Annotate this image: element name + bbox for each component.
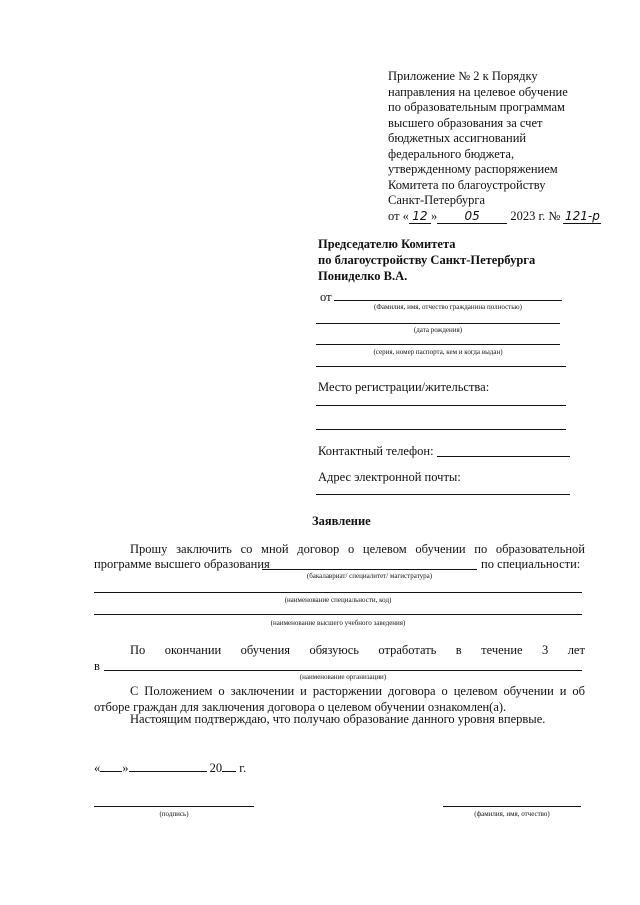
addressee-line: Председателю Комитета: [318, 237, 456, 251]
birth-date-caption: (дата рождения): [413, 326, 463, 334]
appendix-line: Комитета по благоустройству: [388, 177, 546, 192]
sign-year-field[interactable]: [222, 771, 236, 772]
addressee-line: Пониделко В.А.: [318, 269, 408, 283]
statement-program-label: программе высшего образования: [94, 557, 270, 571]
statement-line-1: Прошу заключить со мной договор о целевом обучении по образовательной: [130, 542, 585, 556]
date-close-quote: »: [122, 761, 129, 775]
date-prefix: от «: [388, 208, 409, 223]
specialty-caption: (наименование специальности, код): [284, 596, 392, 604]
year-suffix: г.: [239, 761, 247, 775]
university-caption: (наименование высшего учебного заведения): [270, 619, 406, 627]
confirmation-text: Настоящим подтверждаю, что получаю образование данного уровня впервые.: [130, 712, 546, 726]
obligation-word: 3: [542, 643, 549, 657]
date-open-quote: «: [94, 761, 101, 775]
regulation-paragraph: С Положением о заключении и расторжении договора о целевом обучении и об отборе граждан для заключения договора о целевом обучении ознакомлен(а).: [94, 684, 585, 714]
obligation-word: течение: [481, 643, 523, 657]
education-level-field[interactable]: [262, 569, 477, 570]
obligation-word: лет: [567, 643, 585, 657]
phone-label: Контактный телефон:: [318, 444, 434, 458]
full-name-caption: (фамилия, имя, отчество): [474, 810, 550, 818]
obligation-word: обязуюсь: [309, 643, 359, 657]
appendix-line: по образовательным программам: [388, 100, 565, 114]
passport-field-2[interactable]: [316, 366, 566, 367]
registration-field[interactable]: [316, 405, 566, 406]
appendix-block: [388, 69, 608, 224]
signature-date: [94, 761, 246, 776]
appendix-line: направления на целевое обучение: [388, 84, 568, 99]
appendix-year-number-label: 2023 г. №: [510, 208, 561, 223]
university-field[interactable]: [94, 614, 582, 615]
addressee-block: [318, 236, 535, 284]
appendix-month: 05: [437, 210, 507, 224]
year-prefix: 20: [209, 761, 223, 775]
appendix-line: высшего образования за счет: [388, 115, 543, 130]
appendix-line: Приложение № 2 к Порядку: [388, 69, 538, 83]
obligation-word: отработать: [378, 643, 437, 657]
from-label: от: [320, 290, 332, 304]
addressee-line: по благоустройству Санкт-Петербурга: [318, 253, 536, 267]
email-label: Адрес электронной почты:: [318, 470, 461, 484]
email-field[interactable]: [316, 494, 570, 495]
appendix-date-line: [388, 209, 608, 225]
passport-field[interactable]: [316, 344, 560, 345]
appendix-line: утвержденному распоряжением: [388, 162, 558, 176]
birth-date-field[interactable]: [316, 323, 560, 324]
in-label: в: [94, 659, 100, 673]
appendix-line: бюджетных ассигнований: [388, 131, 527, 145]
obligation-word: По: [130, 643, 146, 657]
organization-field[interactable]: [104, 670, 582, 671]
appendix-line: Санкт-Петербурга: [388, 193, 486, 207]
organization-caption: (наименование организации): [299, 673, 387, 681]
name-field[interactable]: [334, 300, 562, 301]
obligation-line: [130, 643, 585, 658]
passport-caption: (серия, номер паспорта, кем и когда выдан): [373, 348, 503, 356]
phone-field[interactable]: [437, 456, 570, 457]
statement-title: Заявление: [312, 514, 371, 528]
specialty-field[interactable]: [94, 592, 582, 593]
full-name-field[interactable]: [443, 806, 581, 807]
sign-month-field[interactable]: [129, 771, 207, 772]
appendix-line: федерального бюджета,: [388, 146, 515, 161]
date-close: »: [430, 208, 438, 223]
obligation-word: обучения: [240, 643, 291, 657]
education-level-caption: (бакалавриат/ специалитет/ магистратура): [306, 572, 433, 580]
name-caption: (Фамилия, имя, отчество гражданина полностью): [373, 303, 522, 311]
appendix-number: 121-р: [565, 208, 600, 223]
sign-day-field[interactable]: [100, 771, 122, 772]
signature-caption: (подпись): [159, 810, 189, 818]
signature-field[interactable]: [94, 806, 254, 807]
registration-field-2[interactable]: [316, 429, 566, 430]
obligation-word: в: [455, 643, 462, 657]
appendix-day: 12: [409, 210, 431, 224]
obligation-word: окончании: [164, 643, 222, 657]
registration-label: Место регистрации/жительства:: [318, 380, 490, 394]
specialty-label: по специальности:: [481, 557, 581, 571]
